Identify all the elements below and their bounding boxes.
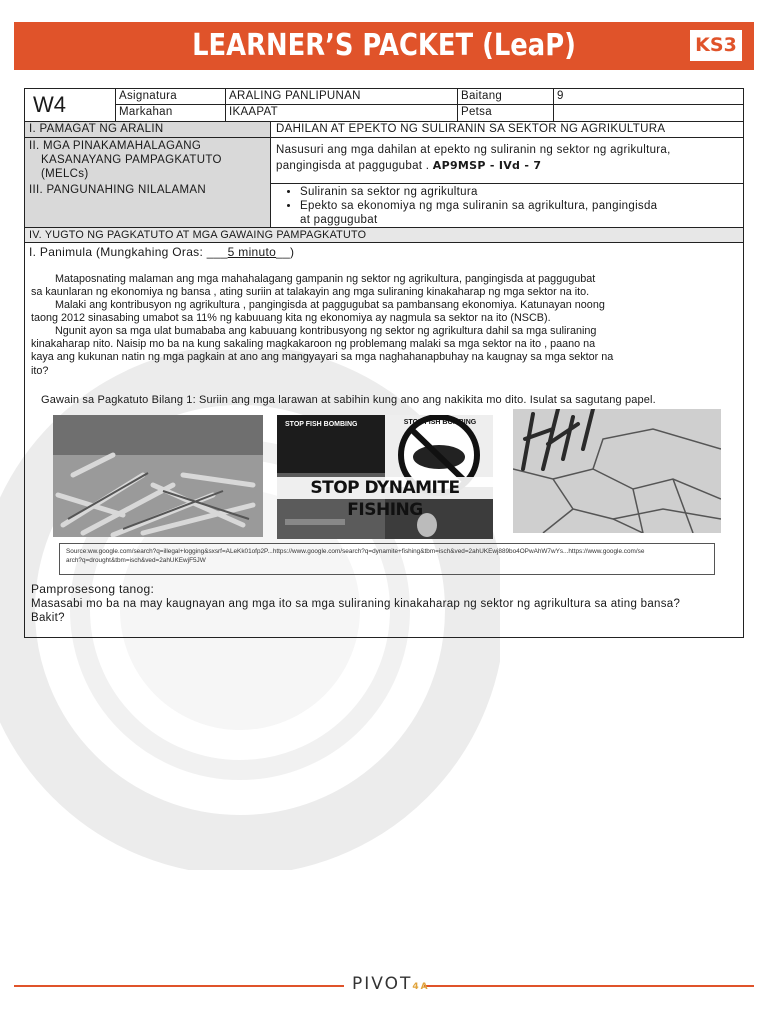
melcs-code: AP9MSP - IVd - 7 [432, 159, 542, 172]
yugto-label: IV. YUGTO NG PAGKATUTO AT MGA GAWAING PAMPAGKATUTO [25, 228, 743, 242]
panimula-heading: I. Panimula (Mungkahing Oras: ___5 minuto__) [29, 245, 295, 259]
source-line-1: Source:ww.google.com/search?q=illegal+logging&sxsrf=ALeKk01ofp2P...https://www.google.com/search?q=dynamite+fishing&tbm=isch&ved=2ahUKEwj889bo4OPwAhW7wYs...https://www.google.com/se [66, 548, 645, 555]
gawain-instruction: Gawain sa Pagkatuto Bilang 1: Suriin ang mga larawan at sabihin kung ano ang nakikita mo dito. Isulat sa sagutang papel. [41, 394, 656, 406]
panimula-time: 5 minuto [227, 245, 277, 259]
asignatura-value: ARALING PANLIPUNAN [229, 90, 361, 102]
tanong-label: Pamprosesong tanog: [31, 582, 155, 596]
intro-paragraph-1: Mataposnating malaman ang mga mahahalagang gampanin ng sektor ng agrikultura, pangingisda at paggugubat sa kaunlaran ng ekonomiya ng bansa , ating suriin at talakayin ang mga suliraning kinakaharap ng mga sektor na ito. [31, 273, 596, 299]
footer-line-right [424, 985, 754, 987]
markahan-label: Markahan [119, 106, 173, 118]
pamagat-label: I. PAMAGAT NG ARALIN [25, 122, 270, 137]
melcs-label-1: II. MGA PINAKAMAHALAGANG [29, 140, 202, 152]
tanong-question: Masasabi mo ba na may kaugnayan ang mga ito sa mga suliraning kinakaharap ng sektor ng agrikultura sa ating bansa? Bakit? [31, 598, 681, 624]
markahan-value: IKAAPAT [229, 106, 278, 118]
dynamite-fishing-image [277, 415, 493, 539]
packet-title: LEARNER’S PACKET (LeaP) [192, 28, 576, 63]
baitang-label: Baitang [461, 90, 503, 102]
pamagat-value: DAHILAN AT EPEKTO NG SULIRANIN SA SEKTOR NG AGRIKULTURA [276, 123, 666, 135]
nilalaman-item: • Epekto sa ekonomiya ng mga suliranin sa agrikultura, pangingisda at paggugubat [300, 199, 739, 226]
petsa-value[interactable] [553, 105, 743, 120]
nilalaman-item: • Suliranin sa sektor ng agrikultura [300, 185, 739, 199]
baitang-value: 9 [557, 90, 564, 102]
intro-paragraph-3: Ngunit ayon sa mga ulat bumababa ang kabuuang kontribusyong ng sektor ng agrikultura dahil sa mga suliraning kinakaharap nito. Naisip mo ba na kung sakaling magkakaroon ng problemang malaki sa mga sektor na ito , paano na kaya ang kukunan natin ng mga pagkain at ano ang mangyayari sa mga naghahanapbuhay na kaugnay sa mga sektor na ito? [31, 325, 614, 377]
illegal-logging-image [53, 415, 263, 537]
melcs-text-2: pangingisda at paggugubat . [276, 160, 430, 172]
img-text-circle: STOP FISH BOMBING [403, 419, 477, 426]
petsa-label: Petsa [461, 106, 492, 118]
image-source-box [59, 543, 715, 575]
melcs-label-3: (MELCs) [41, 168, 89, 180]
nilalaman-label: III. PANGUNAHING NILALAMAN [29, 184, 206, 196]
asignatura-label: Asignatura [119, 90, 177, 102]
melcs-text-2-wrap [270, 158, 743, 173]
intro-paragraph-2: Malaki ang kontribusyon ng agrikultura , pangingisda at paggugubat sa pambansang ekonomiya. Katunayan noong taong 2012 sinasabing umabot sa 11% ng kabuuang kita ng ekonomiya ay nagmula sa sektor na ito (NSCB). [31, 299, 605, 325]
img-text-main: STOP DYNAMITE FISHING [310, 478, 460, 520]
week-label: W4 [33, 92, 66, 117]
ks3-badge: KS3 [690, 30, 742, 61]
source-line-2: arch?q=drought&tbm=isch&ved=2ahUKEwjF5JW [66, 557, 206, 564]
nilalaman-list [270, 184, 743, 226]
img-text-top: STOP FISH BOMBING [285, 421, 358, 428]
header-banner [14, 22, 754, 70]
drought-image [513, 409, 721, 533]
pivot-4a-logo: PIVOT4A [352, 974, 430, 994]
lesson-frame [24, 88, 744, 638]
melcs-label-2: KASANAYANG PAMPAGKATUTO [41, 154, 222, 166]
footer-line-left [14, 985, 344, 987]
melcs-text-1: Nasusuri ang mga dahilan at epekto ng suliranin ng sektor ng agrikultura, [276, 144, 671, 156]
